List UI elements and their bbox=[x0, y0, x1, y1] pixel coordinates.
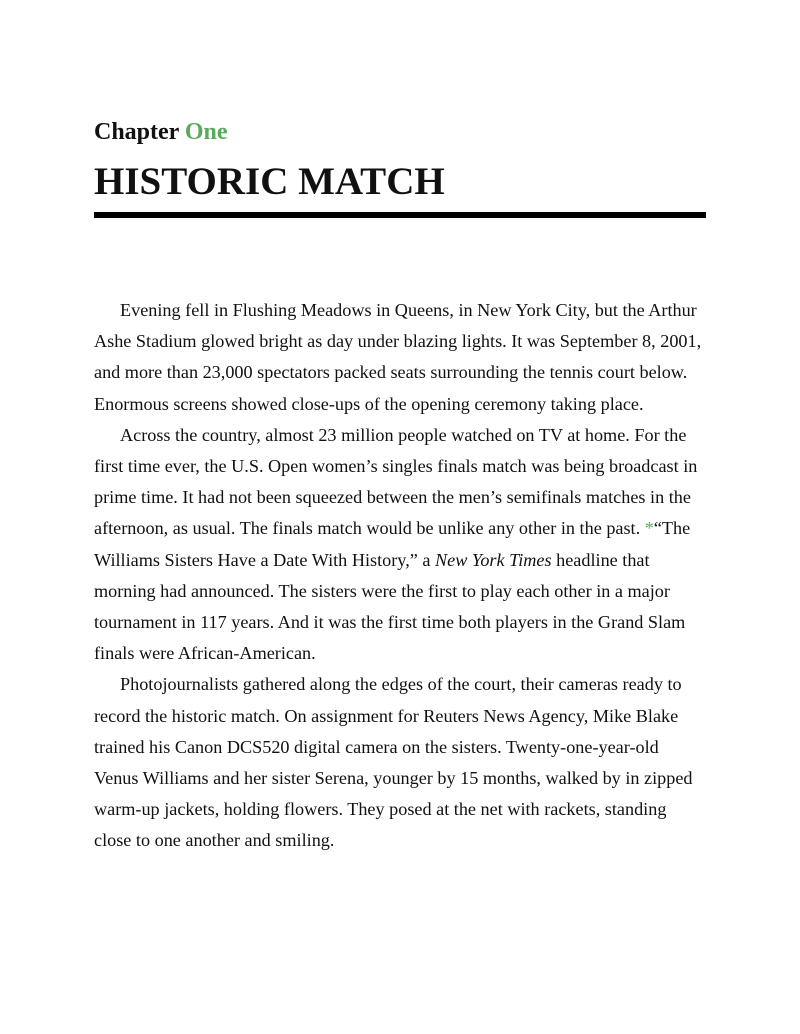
publication-name: New York Times bbox=[435, 549, 552, 570]
chapter-label bbox=[94, 116, 228, 148]
paragraph-2 bbox=[94, 420, 706, 670]
note-marker-icon[interactable]: * bbox=[644, 518, 654, 539]
chapter-title: HISTORIC MATCH bbox=[94, 160, 445, 203]
paragraph-2-text-a: Across the country, almost 23 million people watched on TV at home. For the first time ever, the U.S. Open women’s singles finals match was being broadcast in prime time. It had not been squeezed between the men’s semifinals matches in the afternoon, as usual. The finals match would be unlike any other in the past. bbox=[94, 424, 698, 539]
paragraph-2-text-b: “The Williams Sisters Have a Date With History,” a bbox=[94, 518, 691, 570]
chapter-body bbox=[94, 295, 706, 857]
chapter-word: Chapter bbox=[94, 119, 179, 145]
paragraph-2-text-c: headline that morning had announced. The sisters were the first to play each other in a major tournament in 117 years. And it was the first time both players in the Grand Slam finals were African-American. bbox=[94, 549, 686, 664]
paragraph-1: Evening fell in Flushing Meadows in Queens, in New York City, but the Arthur Ashe Stadium glowed bright as day under blazing lights. It was September 8, 2001, and more than 23,000 spectators packed seats surrounding the tennis court below. Enormous screens showed close-ups of the opening ceremony taking place. bbox=[94, 300, 702, 414]
title-divider bbox=[94, 212, 706, 218]
paragraph-3: Photojournalists gathered along the edges of the court, their cameras ready to record the historic match. On assignment for Reuters News Agency, Mike Blake trained his Canon DCS520 digital camera on the sisters. Twenty-one-year-old Venus Williams and her sister Serena, younger by 15 months, walked by in zipped warm-up jackets, holding flowers. They posed at the net with rackets, standing close to one another and smiling. bbox=[94, 674, 693, 851]
chapter-number: One bbox=[184, 119, 228, 145]
